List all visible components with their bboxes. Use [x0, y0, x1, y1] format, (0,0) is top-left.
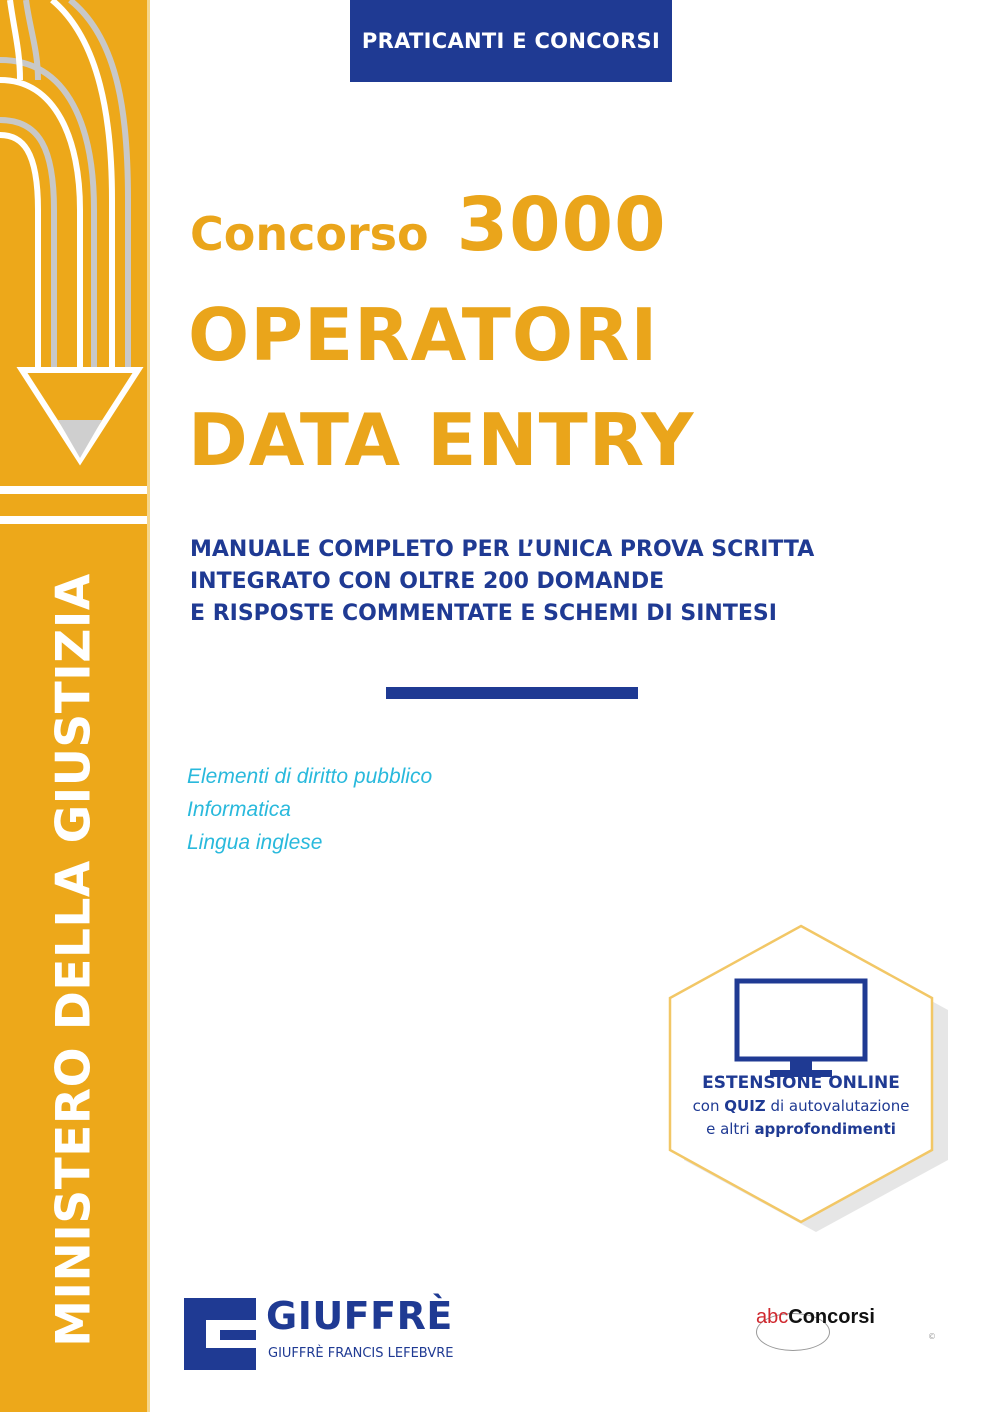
topic-item: Informatica	[187, 798, 291, 821]
subtitle-line: INTEGRATO CON OLTRE 200 DOMANDE	[190, 569, 665, 594]
badge-approfondimenti: approfondimenti	[754, 1120, 896, 1138]
badge-text-part: con	[692, 1097, 720, 1115]
title-number: 3000	[456, 182, 667, 268]
title-line-2: OPERATORI	[188, 293, 659, 377]
title-line-3: DATA ENTRY	[188, 398, 695, 482]
series-label: PRATICANTI E CONCORSI	[350, 0, 672, 82]
spine-edge	[147, 0, 150, 1412]
spine	[0, 0, 147, 1412]
badge-headline: ESTENSIONE ONLINE	[702, 1073, 900, 1093]
badge-quiz: QUIZ	[724, 1097, 766, 1115]
subtitle	[190, 534, 890, 630]
badge-text	[660, 1072, 942, 1141]
imprint-mark-icon: ©	[928, 1332, 936, 1341]
subtitle-line: E RISPOSTE COMMENTATE E SCHEMI DI SINTESI	[190, 601, 777, 626]
topic-item: Lingua inglese	[187, 831, 323, 854]
publisher-name: GIUFFRÈ	[266, 1294, 453, 1338]
giuffre-logo-icon	[184, 1298, 256, 1370]
imprint-name: Concorsi	[788, 1306, 875, 1328]
publisher-subtitle: GIUFFRÈ FRANCIS LEFEBVRE	[268, 1346, 454, 1361]
pencil-icon	[0, 0, 147, 540]
imprint-logo	[756, 1306, 875, 1329]
subtitle-line: MANUALE COMPLETO PER L’UNICA PROVA SCRITTA	[190, 537, 815, 562]
badge-text-part: di autovalutazione	[770, 1097, 910, 1115]
topic-list	[187, 760, 432, 859]
badge-text-part: e altri	[706, 1120, 750, 1138]
divider	[386, 687, 638, 699]
title-line-1	[190, 182, 667, 268]
topic-item: Elementi di diritto pubblico	[187, 765, 433, 788]
spine-title: MINISTERO DELLA GIUSTIZIA	[46, 573, 102, 1347]
badge-line-2	[660, 1095, 942, 1118]
imprint-abc: abc	[756, 1306, 789, 1328]
title-prefix: Concorso	[190, 207, 429, 261]
badge-line-3	[660, 1118, 942, 1141]
